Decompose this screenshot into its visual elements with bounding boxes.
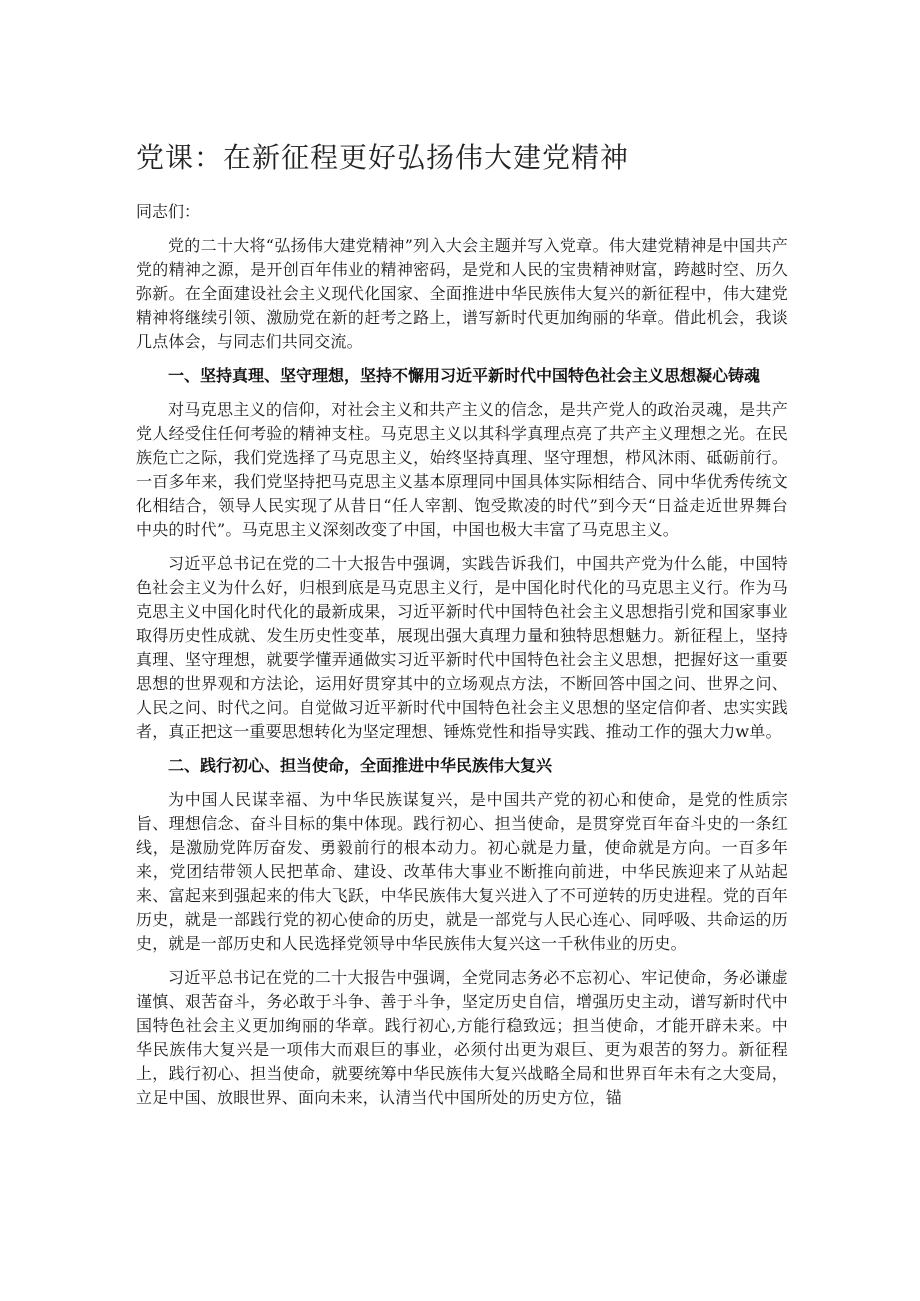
salutation: 同志们： bbox=[136, 202, 201, 221]
paragraph-2-2: 习近平总书记在党的二十大报告中强调，全党同志务必不忘初心、牢记使命，务必谦虚谨慎、艰苦奋斗，务必敢于斗争、善于斗争，坚定历史自信，增强历史主动，谱写新时代中国特色社会主义更加绚丽的华章。践行初心,方能行稳致远；担当使命，才能开辟未来。中华民族伟大复兴是一项伟大而艰巨的事业，必须付出更为艰巨、更为艰苦的努力。新征程上，践行初心、担当使命，就要统筹中华民族伟大复兴战略全局和世界百年未有之大变局，立足中国、放眼世界、面向未来，认清当代中国所处的历史方位，锚 bbox=[136, 968, 788, 1107]
paragraph-1-2: 习近平总书记在党的二十大报告中强调，实践告诉我们，中国共产党为什么能，中国特色社会主义为什么好，归根到底是马克思主义行，是中国化时代化的马克思主义行。作为马克思主义中国化时代化的最新成果，习近平新时代中国特色社会主义思想指引党和国家事业取得历史性成就、发生历史性变革，展现出强大真理力量和独特思想魅力。新征程上，坚持真理、坚守理想，就要学懂弄通做实习近平新时代中国特色社会主义思想，把握好这一重要思想的世界观和方法论，运用好贯穿其中的立场观点方法，不断回答中国之问、世界之问、人民之问、时代之问。自觉做习近平新时代中国特色社会主义思想的坚定信仰者、忠实实践者，真正把这一重要思想转化为坚定理想、锤炼党性和指导实践、推动工作的强大力w单。 bbox=[136, 554, 788, 741]
paragraph-1-1: 对马克思主义的信仰，对社会主义和共产主义的信念，是共产党人的政治灵魂，是共产党人经受住任何考验的精神支柱。马克思主义以其科学真理点亮了共产主义理想之光。在民族危亡之际，我们党选择了马克思主义，始终坚持真理、坚守理想，栉风沐雨、砥砺前行。一百多年来，我们党坚持把马克思主义基本原理同中国具体实际相结合、同中华优秀传统文化相结合，领导人民实现了从昔日“任人宰割、饱受欺凌的时代”到今天“日益走近世界舞台中央的时代”。马克思主义深刻改变了中国，中国也极大丰富了马克思主义。 bbox=[136, 400, 788, 539]
page-title: 党课：在新征程更好弘扬伟大建党精神 bbox=[136, 141, 630, 174]
section-heading-1: 一、坚持真理、坚守理想，坚持不懈用习近平新时代中国特色社会主义思想凝心铸魂 bbox=[168, 366, 761, 385]
intro-paragraph: 党的二十大将“弘扬伟大建党精神”列入大会主题并写入党章。伟大建党精神是中国共产党的精神之源，是开创百年伟业的精神密码，是党和人民的宝贵精神财富，跨越时空、历久弥新。在全面建设社会主义现代化国家、全面推进中华民族伟大复兴的新征程中，伟大建党精神将继续引领、激励党在新的赶考之路上，谱写新时代更加绚丽的华章。借此机会，我谈几点体会，与同志们共同交流。 bbox=[136, 236, 788, 351]
paragraph-2-1: 为中国人民谋幸福、为中华民族谋复兴，是中国共产党的初心和使命，是党的性质宗旨、理想信念、奋斗目标的集中体现。践行初心、担当使命，是贯穿党百年奋斗史的一条红线，是激励党阵厉奋发、勇毅前行的根本动力。初心就是力量，使命就是方向。一百多年来，党团结带领人民把革命、建设、改革伟大事业不断推向前进，中华民族迎来了从站起来、富起来到强起来的伟大飞跃，中华民族伟大复兴进入了不可逆转的历史进程。党的百年历史，就是一部践行党的初心使命的历史，就是一部党与人民心连心、同呼吸、共命运的历史，就是一部历史和人民选择党领导中华民族伟大复兴这一千秋伟业的历史。 bbox=[136, 790, 788, 953]
section-heading-2: 二、践行初心、担当使命，全面推进中华民族伟大复兴 bbox=[168, 756, 553, 775]
document-page bbox=[136, 138, 788, 1120]
